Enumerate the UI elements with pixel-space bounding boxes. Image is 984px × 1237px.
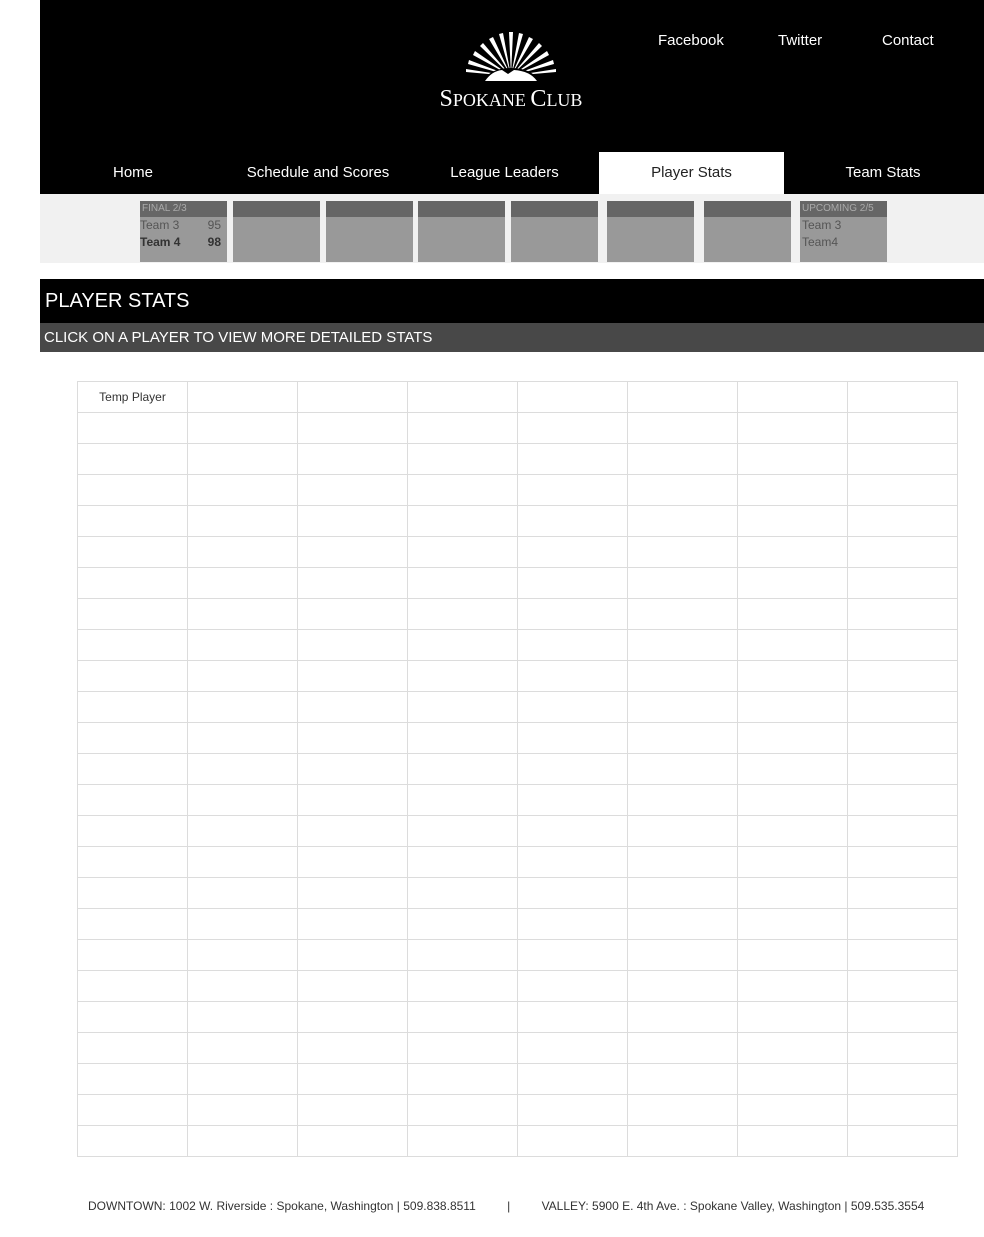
table-cell — [408, 940, 518, 971]
table-cell — [628, 971, 738, 1002]
table-cell — [518, 506, 628, 537]
table-cell — [78, 413, 188, 444]
team-name: Team 3 — [140, 218, 180, 232]
table-row[interactable] — [78, 661, 958, 692]
table-cell — [848, 1033, 958, 1064]
table-cell — [298, 847, 408, 878]
table-cell — [298, 382, 408, 413]
table-cell — [78, 506, 188, 537]
table-cell — [188, 475, 298, 506]
table-row[interactable] — [78, 568, 958, 599]
table-cell — [518, 1095, 628, 1126]
table-cell — [408, 1002, 518, 1033]
table-cell — [408, 382, 518, 413]
facebook-link[interactable]: Facebook — [658, 32, 724, 49]
table-cell — [628, 537, 738, 568]
table-row[interactable] — [78, 971, 958, 1002]
table-cell — [78, 692, 188, 723]
table-cell — [848, 630, 958, 661]
table-cell — [408, 661, 518, 692]
table-cell — [408, 785, 518, 816]
table-cell — [78, 1126, 188, 1157]
score-box-empty[interactable] — [511, 201, 598, 262]
table-cell — [298, 816, 408, 847]
table-cell — [628, 847, 738, 878]
table-row[interactable] — [78, 692, 958, 723]
table-cell — [298, 909, 408, 940]
table-cell — [188, 723, 298, 754]
table-row[interactable] — [78, 630, 958, 661]
team-name: Team 3 — [802, 218, 842, 232]
table-cell — [298, 630, 408, 661]
table-cell — [738, 1002, 848, 1033]
table-cell — [408, 568, 518, 599]
table-cell — [848, 413, 958, 444]
table-cell — [518, 444, 628, 475]
contact-link[interactable]: Contact — [882, 32, 934, 49]
table-cell — [408, 692, 518, 723]
table-cell — [628, 909, 738, 940]
table-row[interactable] — [78, 940, 958, 971]
player-name-cell[interactable]: Temp Player — [78, 382, 188, 413]
table-cell — [628, 878, 738, 909]
table-cell — [408, 444, 518, 475]
table-cell — [408, 1033, 518, 1064]
table-cell — [188, 909, 298, 940]
main-nav — [40, 152, 984, 194]
table-cell — [188, 940, 298, 971]
table-row[interactable] — [78, 1002, 958, 1033]
table-cell — [848, 475, 958, 506]
table-cell — [518, 878, 628, 909]
table-cell — [848, 940, 958, 971]
table-row[interactable] — [78, 785, 958, 816]
table-cell — [188, 506, 298, 537]
table-cell — [298, 568, 408, 599]
table-cell — [408, 754, 518, 785]
table-cell — [628, 413, 738, 444]
table-cell — [298, 878, 408, 909]
team-name: Team 4 — [140, 235, 181, 249]
table-cell — [848, 723, 958, 754]
table-cell — [298, 1095, 408, 1126]
nav-schedule-and-scores[interactable]: Schedule and Scores — [246, 164, 390, 181]
table-cell — [188, 692, 298, 723]
table-cell — [188, 785, 298, 816]
table-cell — [298, 1126, 408, 1157]
score-box-empty[interactable] — [704, 201, 791, 262]
table-cell — [188, 599, 298, 630]
table-cell — [628, 444, 738, 475]
score-box-upcoming[interactable] — [800, 201, 887, 262]
table-cell — [408, 1126, 518, 1157]
table-cell — [408, 878, 518, 909]
table-cell — [738, 444, 848, 475]
table-cell — [298, 692, 408, 723]
table-row[interactable] — [78, 1064, 958, 1095]
table-cell — [848, 661, 958, 692]
table-cell — [738, 785, 848, 816]
table-cell — [78, 599, 188, 630]
table-cell — [78, 1095, 188, 1126]
table-row[interactable] — [78, 413, 958, 444]
table-cell — [628, 1033, 738, 1064]
table-cell — [738, 506, 848, 537]
table-cell — [78, 785, 188, 816]
table-cell — [738, 1095, 848, 1126]
table-cell — [848, 971, 958, 1002]
table-row[interactable] — [78, 1126, 958, 1157]
table-cell — [628, 940, 738, 971]
table-cell — [628, 754, 738, 785]
table-cell — [298, 661, 408, 692]
table-cell — [408, 847, 518, 878]
table-row[interactable] — [78, 506, 958, 537]
table-cell — [298, 444, 408, 475]
table-cell — [848, 1095, 958, 1126]
table-cell — [848, 816, 958, 847]
table-cell — [738, 847, 848, 878]
table-cell — [188, 1064, 298, 1095]
table-cell — [738, 475, 848, 506]
table-cell — [408, 630, 518, 661]
table-cell — [408, 506, 518, 537]
table-cell — [78, 444, 188, 475]
footer-separator: | — [507, 1199, 511, 1213]
table-cell — [298, 506, 408, 537]
table-cell — [188, 1033, 298, 1064]
table-cell — [188, 1095, 298, 1126]
table-cell — [628, 785, 738, 816]
table-cell — [848, 754, 958, 785]
table-cell — [738, 630, 848, 661]
team-name: Team4 — [802, 235, 839, 249]
table-cell — [298, 599, 408, 630]
nav-player-stats[interactable]: Player Stats — [599, 152, 784, 194]
table-cell — [78, 816, 188, 847]
table-cell — [848, 1002, 958, 1033]
table-cell — [738, 382, 848, 413]
table-cell — [738, 661, 848, 692]
table-cell — [738, 723, 848, 754]
table-cell — [518, 692, 628, 723]
site-header — [40, 0, 984, 152]
table-cell — [78, 723, 188, 754]
score-row — [140, 217, 227, 234]
table-cell — [738, 1064, 848, 1095]
table-cell — [298, 537, 408, 568]
table-cell — [738, 537, 848, 568]
table-cell — [738, 940, 848, 971]
table-cell — [628, 1126, 738, 1157]
table-cell — [188, 878, 298, 909]
table-cell — [298, 413, 408, 444]
table-cell — [408, 599, 518, 630]
table-cell — [78, 1002, 188, 1033]
table-cell — [518, 382, 628, 413]
score-box-final[interactable] — [140, 201, 227, 262]
table-cell — [848, 568, 958, 599]
table-cell — [738, 692, 848, 723]
table-cell — [78, 909, 188, 940]
table-row[interactable] — [78, 444, 958, 475]
table-cell — [738, 754, 848, 785]
table-cell — [518, 909, 628, 940]
table-cell — [188, 630, 298, 661]
table-cell — [78, 1033, 188, 1064]
table-cell — [518, 1126, 628, 1157]
table-cell — [78, 568, 188, 599]
table-row[interactable] — [78, 909, 958, 940]
table-cell — [518, 413, 628, 444]
table-cell — [628, 630, 738, 661]
table-cell — [78, 878, 188, 909]
table-cell — [518, 1064, 628, 1095]
table-row[interactable] — [78, 723, 958, 754]
table-cell — [518, 1033, 628, 1064]
table-cell — [298, 723, 408, 754]
score-box-empty[interactable] — [418, 201, 505, 262]
table-cell — [78, 661, 188, 692]
team-score: 98 — [207, 235, 221, 249]
table-cell — [848, 444, 958, 475]
table-cell — [518, 971, 628, 1002]
table-cell — [298, 971, 408, 1002]
player-stats-table — [77, 381, 958, 1157]
table-cell — [628, 1064, 738, 1095]
table-row[interactable] — [78, 382, 958, 413]
table-cell — [298, 940, 408, 971]
table-cell — [298, 1064, 408, 1095]
table-cell — [848, 847, 958, 878]
table-cell — [848, 785, 958, 816]
table-cell — [188, 1002, 298, 1033]
table-cell — [188, 816, 298, 847]
table-row[interactable] — [78, 537, 958, 568]
table-cell — [628, 1002, 738, 1033]
table-cell — [848, 1064, 958, 1095]
table-cell — [628, 661, 738, 692]
table-cell — [78, 537, 188, 568]
table-cell — [188, 382, 298, 413]
score-box-header: UPCOMING 2/5 — [800, 201, 887, 217]
table-cell — [628, 692, 738, 723]
table-cell — [188, 413, 298, 444]
table-row[interactable] — [78, 816, 958, 847]
table-cell — [408, 909, 518, 940]
table-cell — [738, 1126, 848, 1157]
table-cell — [628, 506, 738, 537]
table-row[interactable] — [78, 475, 958, 506]
table-cell — [78, 940, 188, 971]
table-cell — [408, 723, 518, 754]
sunburst-logo-icon — [430, 24, 592, 88]
table-cell — [628, 1095, 738, 1126]
table-cell — [848, 878, 958, 909]
table-cell — [298, 1033, 408, 1064]
table-cell — [518, 1002, 628, 1033]
spokane-club-logo[interactable] — [430, 24, 592, 116]
table-cell — [628, 382, 738, 413]
table-cell — [188, 444, 298, 475]
table-cell — [78, 754, 188, 785]
table-cell — [518, 816, 628, 847]
table-cell — [848, 506, 958, 537]
table-cell — [518, 599, 628, 630]
table-cell — [518, 754, 628, 785]
table-cell — [738, 971, 848, 1002]
table-cell — [188, 847, 298, 878]
table-cell — [738, 413, 848, 444]
table-cell — [518, 940, 628, 971]
table-cell — [78, 1064, 188, 1095]
table-cell — [298, 1002, 408, 1033]
table-cell — [408, 475, 518, 506]
table-cell — [628, 816, 738, 847]
table-cell — [408, 816, 518, 847]
table-cell — [188, 754, 298, 785]
table-cell — [408, 537, 518, 568]
table-row[interactable] — [78, 878, 958, 909]
table-cell — [738, 816, 848, 847]
table-cell — [738, 568, 848, 599]
table-cell — [78, 475, 188, 506]
table-cell — [848, 692, 958, 723]
twitter-link[interactable]: Twitter — [778, 32, 823, 49]
table-cell — [518, 537, 628, 568]
table-cell — [78, 971, 188, 1002]
table-cell — [848, 909, 958, 940]
table-cell — [848, 537, 958, 568]
table-cell — [188, 661, 298, 692]
footer-valley-address: VALLEY: 5900 E. 4th Ave. : Spokane Valley, Washington | 509.535.3554 — [541, 1199, 925, 1213]
table-cell — [78, 847, 188, 878]
table-cell — [188, 1126, 298, 1157]
score-box-empty[interactable] — [326, 201, 413, 262]
table-cell — [78, 630, 188, 661]
footer — [88, 1199, 928, 1217]
page-title: PLAYER STATS — [40, 279, 984, 323]
table-cell — [518, 723, 628, 754]
scores-ticker — [40, 194, 984, 263]
table-cell — [738, 1033, 848, 1064]
table-row[interactable] — [78, 599, 958, 630]
score-box-header: FINAL 2/3 — [140, 201, 227, 217]
logo-wordmark: SPOKANE CLUB — [439, 86, 583, 112]
table-cell — [408, 1064, 518, 1095]
nav-league-leaders[interactable]: League Leaders — [450, 164, 559, 181]
score-box-empty[interactable] — [233, 201, 320, 262]
table-cell — [188, 568, 298, 599]
table-cell — [628, 568, 738, 599]
table-cell — [518, 568, 628, 599]
table-cell — [738, 599, 848, 630]
table-cell — [408, 413, 518, 444]
score-box-empty[interactable] — [607, 201, 694, 262]
footer-downtown-address: DOWNTOWN: 1002 W. Riverside : Spokane, Washington | 509.838.8511 — [88, 1199, 476, 1213]
nav-home[interactable]: Home — [112, 164, 153, 181]
table-cell — [518, 475, 628, 506]
table-cell — [408, 971, 518, 1002]
table-cell — [848, 599, 958, 630]
table-cell — [518, 847, 628, 878]
table-cell — [628, 723, 738, 754]
table-cell — [188, 537, 298, 568]
table-row[interactable] — [78, 1095, 958, 1126]
table-cell — [848, 382, 958, 413]
table-row[interactable] — [78, 847, 958, 878]
table-row[interactable] — [78, 1033, 958, 1064]
table-cell — [518, 630, 628, 661]
table-cell — [298, 475, 408, 506]
table-cell — [848, 1126, 958, 1157]
table-row[interactable] — [78, 754, 958, 785]
table-cell — [408, 1095, 518, 1126]
page-subtitle: CLICK ON A PLAYER TO VIEW MORE DETAILED STATS — [40, 323, 984, 352]
table-cell — [628, 475, 738, 506]
table-cell — [738, 878, 848, 909]
score-row-winner — [140, 234, 227, 251]
table-cell — [188, 971, 298, 1002]
table-cell — [738, 909, 848, 940]
nav-team-stats[interactable]: Team Stats — [845, 164, 921, 181]
table-cell — [298, 785, 408, 816]
table-cell — [628, 599, 738, 630]
team-score: 95 — [207, 218, 221, 232]
table-cell — [518, 661, 628, 692]
table-cell — [298, 754, 408, 785]
table-cell — [518, 785, 628, 816]
